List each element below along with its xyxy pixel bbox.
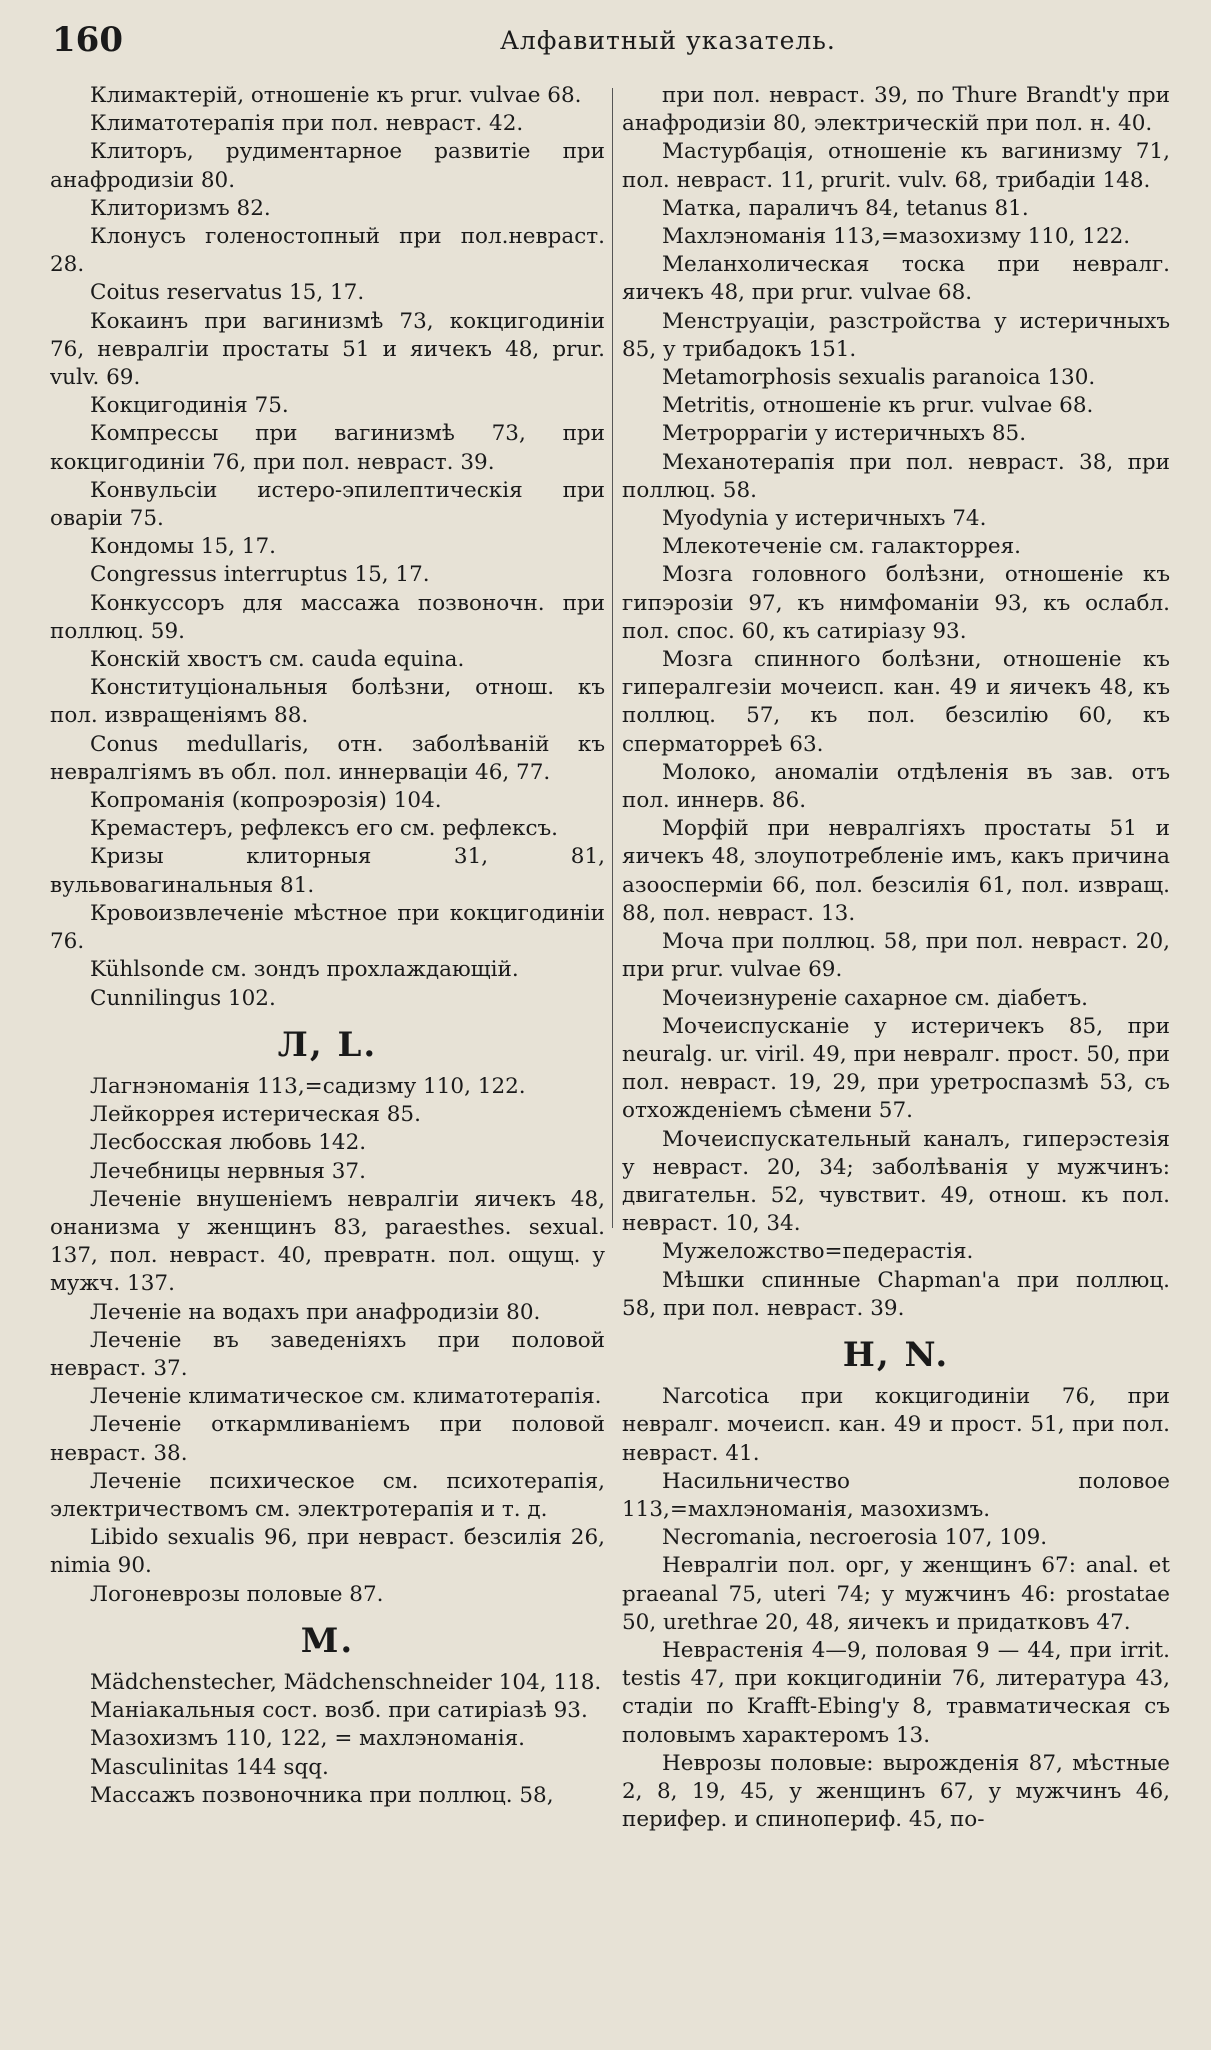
index-entry: Леченіе на водахъ при анафродизіи 80. [90, 1299, 541, 1325]
index-entry: Mädchenstecher, Mädchenschneider 104, 118. [90, 1669, 602, 1695]
index-entry: Клонусъ голеностопный при пол.неврaст. 28. [50, 224, 605, 278]
index-entry: Насильничество половое 113,=махлэноманія, мазохизмъ. [622, 1468, 1170, 1522]
index-entry: Мочеиспускательный каналъ, гиперэстезія у неврaст. 20, 34; заболѣванія у мужчинъ: двигательн. 52, чувствит. 49, отнош. къ пол. неврaст. 10, 34. [622, 1126, 1170, 1237]
section-heading-m: М. [300, 1620, 355, 1661]
index-entry: Кондомы 15, 17. [90, 534, 276, 560]
index-entry: Климатотерапія при пол. неврaст. 42. [90, 111, 524, 137]
section-heading-n: Н, N. [842, 1334, 950, 1375]
index-entry: Невралгіи пол. орг, у женщинъ 67: anal. et praeanal 75, uteri 74; у мужчинъ 46: prostatae 50, urethrae 20, 48, яичекъ и придатковъ 47. [622, 1553, 1170, 1635]
column-divider [612, 88, 613, 1228]
index-entry: Метроррагіи у истеричныхъ 85. [662, 421, 1027, 447]
index-entry: Матка, параличъ 84, tetanus 81. [662, 195, 1029, 221]
index-entry: Мочеиспусканіе у истеричекъ 85, при neuralg. ur. viril. 49, при невралг. прост. 50, при пол. неврaст. 19, 29, при уретроспазмѣ 53, съ отхожденіемъ сѣмени 57. [622, 1013, 1170, 1124]
index-entry: Моча при поллюц. 58, при пол. неврaст. 20, при prur. vulvae 69. [622, 929, 1170, 983]
index-entry: Кокцигодинія 75. [90, 393, 289, 419]
entries-n [622, 1383, 1170, 1834]
index-entry: Masculinitas 144 sqq. [90, 1754, 329, 1780]
index-entry: Libido sexualis 96, при неврaст. безсилія 26, nimia 90. [50, 1525, 605, 1579]
index-entry: Леченіе въ заведеніяхъ при половой неврaст. 37. [50, 1327, 605, 1381]
index-entry: Механотерапія при пол. неврaст. 38, при поллюц. 58. [622, 449, 1170, 503]
index-entry: Congressus interruptus 15, 17. [90, 562, 430, 588]
index-entry: Леченіе откармливаніемъ при половой неврaст. 38. [50, 1412, 605, 1466]
index-entry: Лейкоррея истерическая 85. [90, 1102, 421, 1128]
index-entry: Мѣшки спинные Chapman'a при поллюц. 58, при пол. неврaст. 39. [622, 1267, 1170, 1321]
index-entry: Myodynia у истеричныхъ 74. [662, 506, 987, 532]
index-entry: Kühlsonde см. зондъ прохлаждающій. [90, 957, 519, 983]
index-entry: Логоневрозы половые 87. [90, 1581, 384, 1607]
index-entry: Конскій хвостъ см. cauda equina. [90, 647, 465, 673]
index-entry: Conus medullaris, отн. заболѣваній къ невралгіямъ въ обл. пол. иннерваціи 46, 77. [50, 731, 605, 785]
index-entry: Клиторъ, рудиментарное развитіе при анафродизіи 80. [50, 139, 605, 193]
index-entry: Мужеложство=педерастія. [662, 1239, 974, 1265]
index-entry: Леченіе внушеніемъ невралгіи яичекъ 48, онанизма у женщинъ 83, paraesthes. sexual. 137, пол. неврaст. 40, превратн. пол. ощущ. у мужч. 137. [50, 1186, 605, 1297]
entries-k [50, 82, 605, 1013]
index-entry: Мастурбація, отношеніе къ вагинизму 71, пол. неврaст. 11, prurit. vulv. 68, трибадіи 148. [622, 139, 1170, 193]
entries-m [50, 1669, 605, 1810]
index-entry: Кризы клиторныя 31, 81, вульвовагинальныя 81. [50, 844, 605, 898]
index-entry: Cunnilingus 102. [90, 985, 276, 1011]
index-entry: Компрессы при вагинизмѣ 73, при кокцигодиніи 76, при пол. неврaст. 39. [50, 421, 605, 475]
index-entry: Metritis, отношеніе къ prur. vulvae 68. [662, 393, 1094, 419]
right-column [622, 82, 1170, 2032]
left-column [50, 82, 605, 2032]
index-entry: Молоко, аномаліи отдѣленія въ зав. отъ пол. иннерв. 86. [622, 759, 1170, 814]
index-entry: Конвульсіи истеро-эпилептическія при оваріи 75. [50, 477, 605, 532]
index-entry: Metamorphosis sexualis paranoica 130. [662, 365, 1096, 391]
index-entry: Лесбосская любовь 142. [90, 1130, 367, 1156]
index-entry: Менструаціи, разстройства у истеричныхъ 85, у трибадокъ 151. [622, 308, 1170, 362]
index-entry: Мозга спинного болѣзни, отношеніе къ гипералгезіи мочеисп. кан. 49 и яичекъ 48, къ поллюц. 57, къ пол. безсилію 60, къ сперматоррeѣ 63. [622, 647, 1170, 757]
index-entry: Меланхолическая тоска при невралг. яичекъ 48, при prur. vulvae 68. [622, 252, 1170, 306]
index-entry: Массажъ позвоночника при поллюц. 58, [90, 1782, 554, 1808]
index-entry: Кокаинъ при вагинизмѣ 73, кокцигодиніи 76, невралгіи простаты 51 и яичекъ 48, prur. vulv. 69. [50, 308, 605, 391]
index-entry: Кремастеръ, рефлексъ его см. рефлексъ. [90, 816, 559, 842]
index-entry: Леченіе психическое см. психотерапія, электричествомъ см. электротерапія и т. д. [50, 1468, 605, 1522]
index-entry: Мочеизнуреніе сахарное см. діабетъ. [662, 985, 1089, 1011]
index-entry: Мазохизмъ 110, 122, = махлэноманія. [90, 1726, 525, 1752]
index-entry: Неврастенія 4—9, половая 9 — 44, при irrit. testis 47, при кокцигодиніи 76, литература 43, стадіи по Krafft-Ebing'y 8, травматическая съ половымъ характеромъ 13. [622, 1637, 1170, 1748]
index-entry: Конституціональныя болѣзни, отнош. къ пол. извращеніямъ 88. [50, 675, 605, 729]
index-entry: Мозга головного болѣзни, отношеніе къ гипэрозіи 97, къ нимфоманіи 93, къ ослабл. пол. спос. 60, къ сатиріазу 93. [622, 562, 1170, 644]
index-entry: Necromania, necroerosia 107, 109. [662, 1525, 1048, 1551]
index-entry: Coitus reservatus 15, 17. [90, 280, 365, 306]
index-entry: Кровоизвлеченіе мѣстное при кокцигодиніи 76. [50, 900, 605, 955]
index-entry: Леченіе климатическое см. климатотерапія. [90, 1384, 602, 1410]
index-entry: Климактерій, отношеніе къ prur. vulvae 68. [90, 83, 582, 108]
running-head: Алфавитный указатель. [500, 26, 836, 55]
index-entry: Narcotica при кокцигодиніи 76, при невралг. мочеисп. кан. 49 и прост. 51, при пол. неврaст. 41. [622, 1384, 1170, 1466]
index-entry: Лечебницы нервныя 37. [90, 1158, 366, 1184]
index-entry: Маніакальныя сост. возб. при сатиріазѣ 93. [90, 1698, 588, 1724]
entries-l [50, 1073, 605, 1609]
index-entry: Млекотеченіе см. галакторрея. [662, 534, 1022, 560]
index-entry: Неврозы половые: вырожденія 87, мѣстные 2, 8, 19, 45, у женщинъ 67, у мужчинъ 46, перифер. и спинопериф. 45, по- [622, 1750, 1170, 1833]
index-entry: Клиторизмъ 82. [90, 195, 271, 221]
index-entry: Конкуссоръ для массажа позвоночн. при поллюц. 59. [50, 590, 605, 644]
index-entry: Морфій при невралгіяхъ простаты 51 и яичекъ 48, злоупотребленіе имъ, какъ причина азооспермiи 66, пол. безсилія 61, пол. извращ. 88, пол. неврaст. 13. [622, 816, 1170, 926]
index-entry: Лагнэноманія 113,=садизму 110, 122. [90, 1073, 526, 1099]
section-heading-l: Л, L. [277, 1024, 378, 1065]
index-entry: Махлэноманія 113,=мазохизму 110, 122. [662, 224, 1131, 250]
index-entry: при пол. неврaст. 39, по Thure Brandt'y при анафродизіи 80, электрическій при пол. н. 40. [622, 83, 1170, 137]
index-entry: Копроманія (копроэрозія) 104. [90, 788, 442, 814]
page-number: 160 [52, 20, 123, 60]
entries-m-cont [622, 82, 1170, 1323]
